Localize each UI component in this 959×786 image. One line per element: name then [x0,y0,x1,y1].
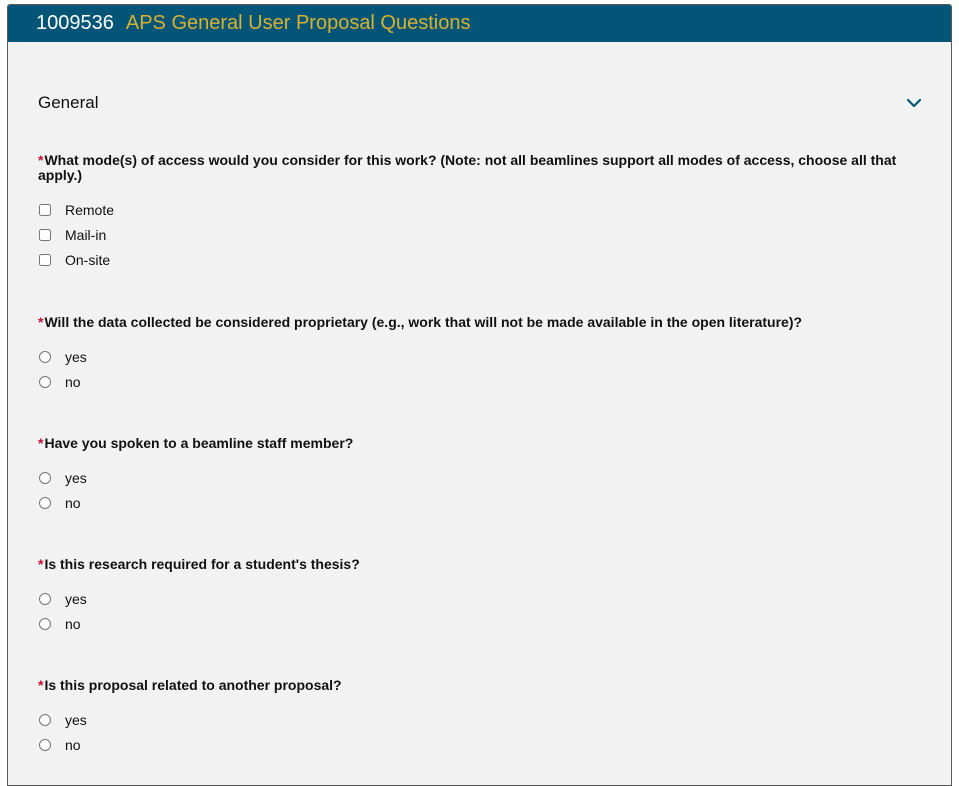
question-proprietary-data [38,315,918,394]
radio-yes[interactable] [39,714,51,726]
required-marker: * [38,152,44,168]
radio-yes[interactable] [39,593,51,605]
option-remote[interactable] [38,197,918,222]
checkbox-remote[interactable] [39,204,51,216]
radio-yes[interactable] [39,351,51,363]
option-label: yes [65,469,87,486]
option-label: no [65,494,81,511]
option-yes[interactable] [38,344,918,369]
option-on-site[interactable] [38,247,918,272]
panel-title: APS General User Proposal Questions [125,12,471,34]
chevron-down-icon[interactable] [906,95,922,111]
option-label: no [65,736,81,753]
question-related-proposal [38,678,918,757]
required-marker: * [38,314,44,330]
checkbox-on-site[interactable] [39,254,51,266]
option-label: no [65,615,81,632]
option-no[interactable] [38,732,918,757]
section-general-header[interactable] [38,91,922,115]
required-marker: * [38,677,44,693]
radio-no[interactable] [39,739,51,751]
question-label: *What mode(s) of access would you consider for this work? (Note: not all beamlines support all modes of access, choose all that apply.) [38,152,897,183]
radio-yes[interactable] [39,472,51,484]
required-marker: * [38,435,44,451]
option-label: On-site [65,251,111,268]
radio-no[interactable] [39,376,51,388]
option-yes[interactable] [38,586,918,611]
question-label: *Is this proposal related to another proposal? [38,677,342,693]
radio-no[interactable] [39,618,51,630]
question-label: *Will the data collected be considered proprietary (e.g., work that will not be made available in the open literature)? [38,314,803,330]
option-no[interactable] [38,369,918,394]
panel-header [8,5,951,42]
option-mail-in[interactable] [38,222,918,247]
section-title: General [38,93,99,112]
option-label: no [65,373,81,390]
option-label: yes [65,348,87,365]
proposal-questions-panel [7,4,952,786]
question-spoken-to-staff [38,436,918,515]
option-no[interactable] [38,611,918,636]
option-label: yes [65,590,87,607]
question-label: *Have you spoken to a beamline staff member? [38,435,354,451]
option-no[interactable] [38,490,918,515]
option-label: Remote [65,201,115,218]
proposal-id: 1009536 [36,12,114,34]
question-access-mode [38,153,918,272]
radio-no[interactable] [39,497,51,509]
required-marker: * [38,556,44,572]
question-label: *Is this research required for a student's thesis? [38,556,360,572]
option-yes[interactable] [38,707,918,732]
checkbox-mail-in[interactable] [39,229,51,241]
option-yes[interactable] [38,465,918,490]
option-label: Mail-in [65,226,107,243]
question-student-thesis [38,557,918,636]
option-label: yes [65,711,87,728]
